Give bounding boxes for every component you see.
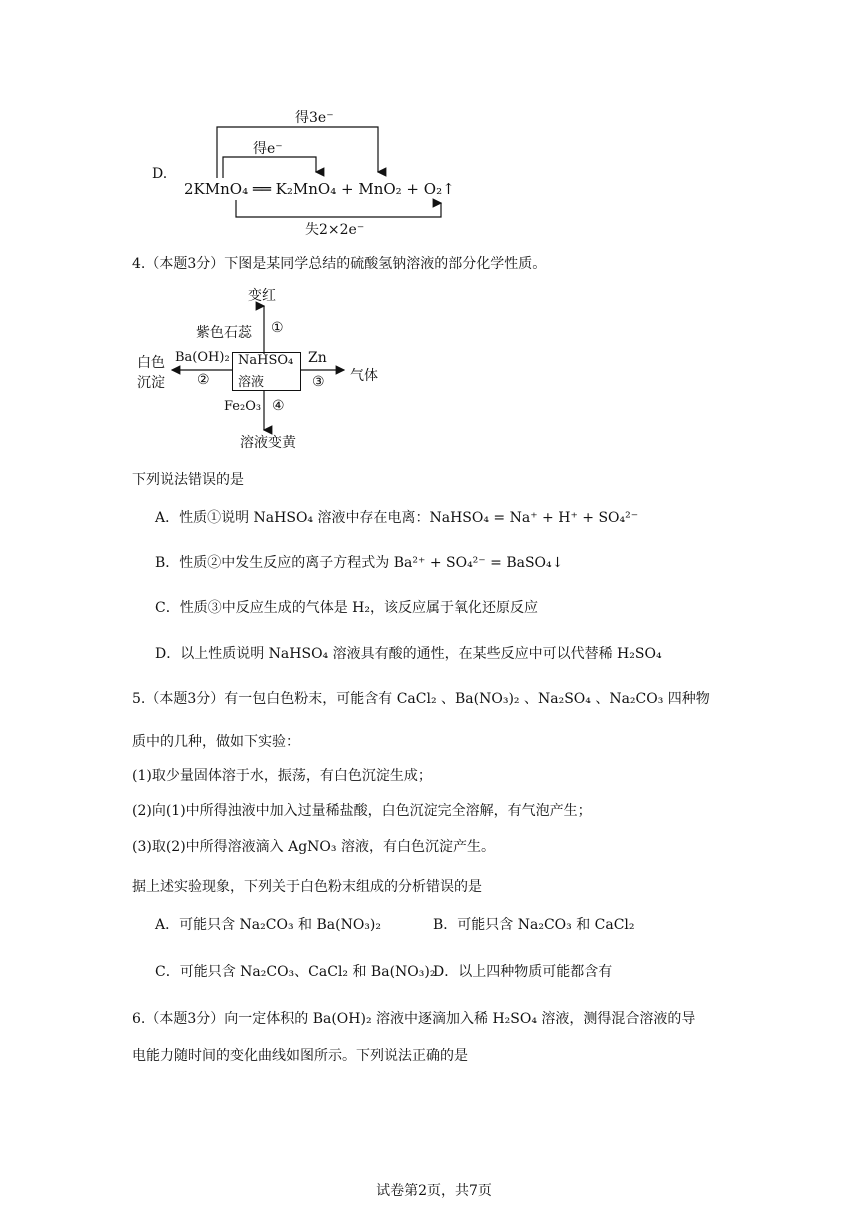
diagram-top-result: 变红 [248, 288, 276, 304]
diagram-bottom-reagent: Fe₂O₃ [224, 399, 262, 414]
option-label-d: D. [152, 166, 168, 182]
diagram-left-reagent: Ba(OH)₂ [175, 350, 230, 365]
question-5-stem-1: 5.（本题3分）有一包白色粉末，可能含有 CaCl₂ 、Ba(NO₃)₂ 、Na₂SO₄ 、Na₂CO₃ 四种物 [132, 691, 710, 707]
diagram-top-num: ① [271, 320, 284, 336]
diagram-bottom-num: ④ [272, 398, 285, 414]
question-4-prompt: 下列说法错误的是 [132, 472, 244, 488]
q5-option-a[interactable]: A．可能只含 Na₂CO₃ 和 Ba(NO₃)₂ [155, 917, 381, 933]
diagram-left-result-1: 白色 [137, 355, 165, 371]
gain-3e-label: 得3e⁻ [295, 110, 334, 126]
lose-electrons-label: 失2×2e⁻ [305, 222, 365, 238]
question-5-step-1: (1)取少量固体溶于水，振荡，有白色沉淀生成； [132, 768, 432, 784]
question-5-stem-2: 质中的几种，做如下实验： [132, 734, 300, 750]
q5-option-b[interactable]: B．可能只含 Na₂CO₃ 和 CaCl₂ [433, 917, 635, 933]
diagram-center-1: NaHSO₄ [238, 353, 294, 368]
question-6-stem-2: 电能力随时间的变化曲线如图所示。下列说法正确的是 [132, 1048, 468, 1064]
diagram-right-result: 气体 [350, 368, 378, 384]
question-5-prompt: 据上述实验现象，下列关于白色粉末组成的分析错误的是 [132, 879, 482, 895]
diagram-right-reagent: Zn [308, 350, 327, 366]
diagram-left-result-2: 沉淀 [137, 375, 165, 391]
question-6-stem-1: 6.（本题3分）向一定体积的 Ba(OH)₂ 溶液中逐滴加入稀 H₂SO₄ 溶液，测得混合溶液的导 [132, 1011, 696, 1027]
page-footer: 试卷第2页，共7页 [376, 1183, 492, 1199]
q4-option-b[interactable]: B．性质②中发生反应的离子方程式为 Ba²⁺ + SO₄²⁻ = BaSO₄↓ [155, 555, 564, 571]
question-5-step-3: (3)取(2)中所得溶液滴入 AgNO₃ 溶液，有白色沉淀产生。 [132, 839, 495, 855]
q5-option-c[interactable]: C．可能只含 Na₂CO₃、CaCl₂ 和 Ba(NO₃)₂ [155, 964, 436, 980]
q4-option-c[interactable]: C．性质③中反应生成的气体是 H₂，该反应属于氧化还原反应 [155, 600, 538, 616]
q4-option-d[interactable]: D．以上性质说明 NaHSO₄ 溶液具有酸的通性，在某些反应中可以代替稀 H₂SO₄ [155, 646, 662, 662]
diagram-top-reagent: 紫色石蕊 [196, 325, 252, 341]
diagram-center-2: 溶液 [238, 375, 265, 390]
gain-e-label: 得e⁻ [253, 141, 283, 157]
q5-option-d[interactable]: D．以上四种物质可能都含有 [433, 964, 613, 980]
diagram-right-num: ③ [312, 374, 325, 390]
q4-option-a[interactable]: A．性质①说明 NaHSO₄ 溶液中存在电离：NaHSO₄ = Na⁺ + H⁺ + SO₄²⁻ [155, 510, 639, 526]
diagram-left-num: ② [197, 372, 210, 388]
kmno4-equation: 2KMnO₄ ══ K₂MnO₄ + MnO₂ + O₂↑ [184, 180, 455, 198]
question-5-step-2: (2)向(1)中所得浊液中加入过量稀盐酸，白色沉淀完全溶解，有气泡产生； [132, 803, 592, 819]
diagram-bottom-result: 溶液变黄 [240, 435, 296, 451]
question-4-stem: 4.（本题3分）下图是某同学总结的硫酸氢钠溶液的部分化学性质。 [132, 256, 547, 272]
